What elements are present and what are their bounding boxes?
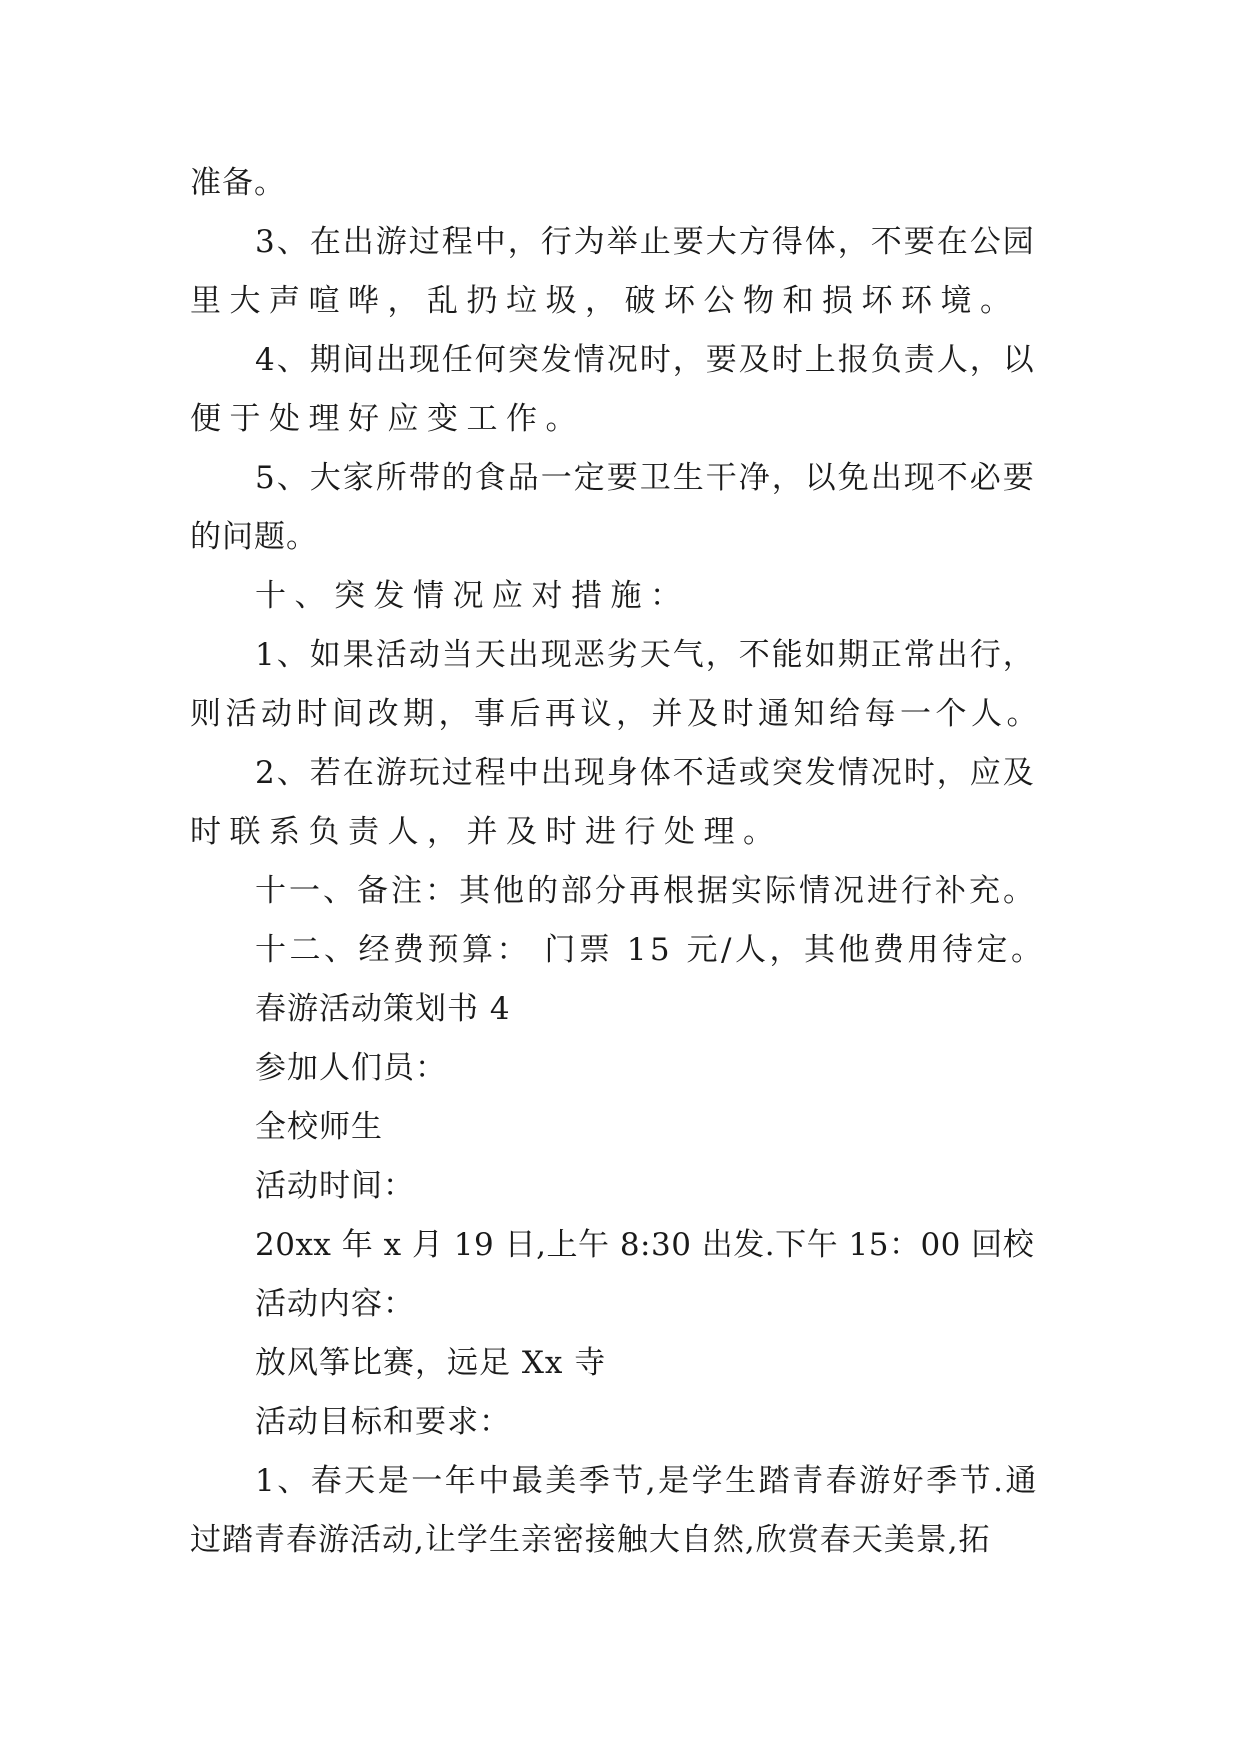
text-line: 里大声喧哗，乱扔垃圾，破坏公物和损坏环境。 xyxy=(190,283,1020,319)
text-line: 全校师生 xyxy=(255,1109,383,1145)
text-line: 的问题。 xyxy=(190,519,318,555)
text-line: 放风筝比赛，远足 Xx 寺 xyxy=(255,1345,607,1381)
text-line: 活动内容： xyxy=(255,1286,415,1322)
text-line: 准备。 xyxy=(190,165,286,201)
text-line: 20xx 年 x 月 19 日,上午 8:30 出发.下午 15：00 回校 xyxy=(255,1227,1035,1263)
text-line: 便于处理好应变工作。 xyxy=(190,401,585,437)
section-heading: 十二、经费预算： 门票 15 元/人，其他费用待定。 xyxy=(255,932,1046,968)
text-line: 1、如果活动当天出现恶劣天气，不能如期正常出行， xyxy=(255,637,1036,673)
section-heading: 十、突发情况应对措施： xyxy=(255,578,690,614)
text-line: 过踏青春游活动,让学生亲密接触大自然,欣赏春天美景,拓 xyxy=(190,1522,991,1558)
text-line: 时联系负责人，并及时进行处理。 xyxy=(190,814,783,850)
section-heading: 十一、备注：其他的部分再根据实际情况进行补充。 xyxy=(255,873,1037,909)
text-line: 3、在出游过程中，行为举止要大方得体，不要在公园 xyxy=(255,224,1036,260)
text-line: 5、大家所带的食品一定要卫生干净，以免出现不必要 xyxy=(255,460,1036,496)
text-line: 活动目标和要求： xyxy=(255,1404,511,1440)
text-line: 参加人们员： xyxy=(255,1050,447,1086)
text-line: 4、期间出现任何突发情况时，要及时上报负责人，以 xyxy=(255,342,1036,378)
text-line: 1、春天是一年中最美季节,是学生踏青春游好季节.通 xyxy=(255,1463,1039,1499)
text-line: 则活动时间改期，事后再议，并及时通知给每一个人。 xyxy=(190,696,1042,732)
text-line: 2、若在游玩过程中出现身体不适或突发情况时，应及 xyxy=(255,755,1036,791)
document-title: 春游活动策划书 4 xyxy=(255,991,511,1027)
text-line: 活动时间： xyxy=(255,1168,415,1204)
